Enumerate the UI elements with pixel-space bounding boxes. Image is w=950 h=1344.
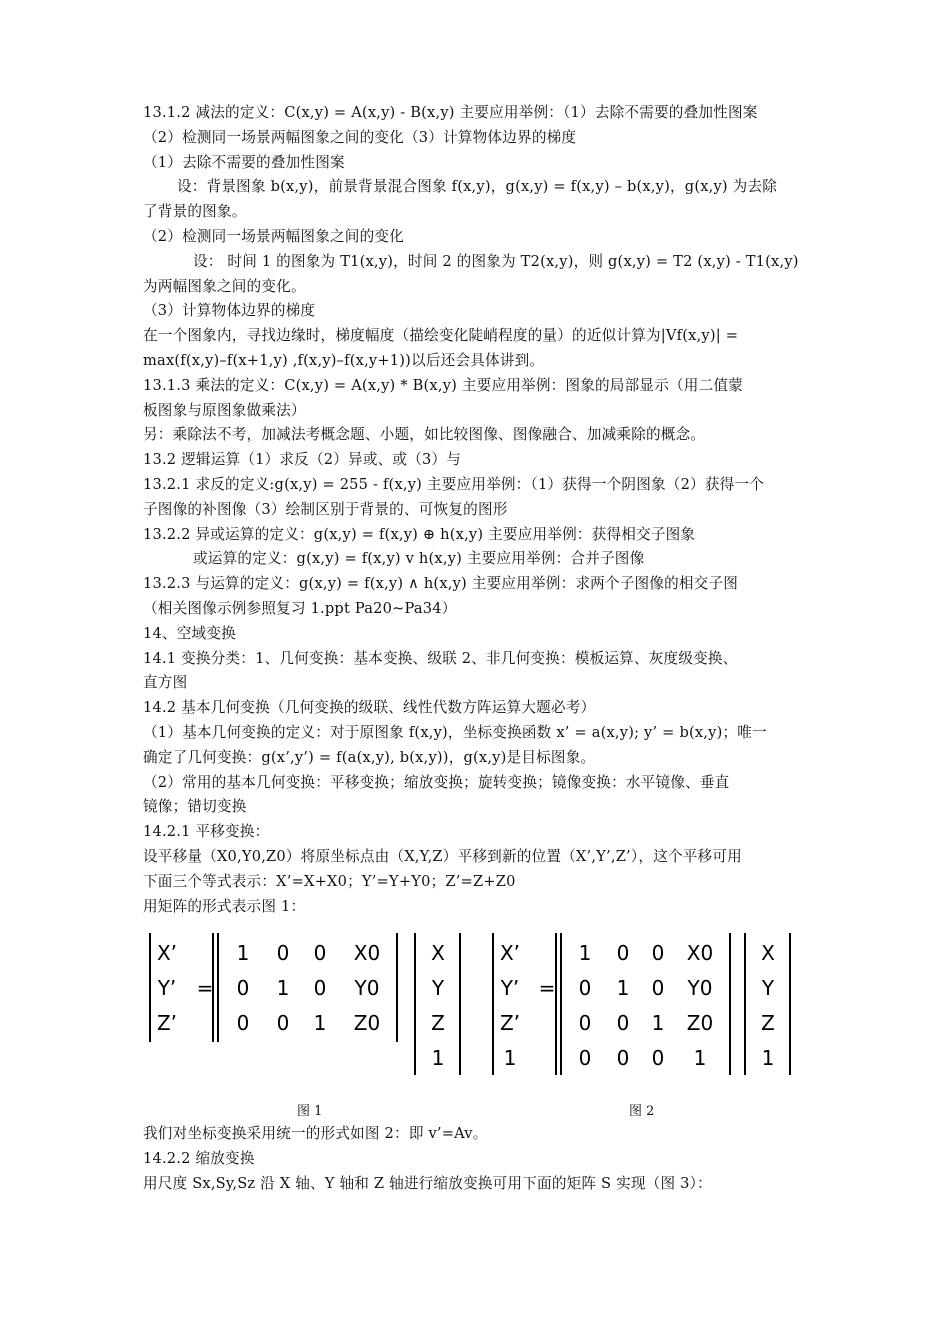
matrix-cell: X0 [686, 941, 714, 965]
matrix-rhs-cell: 1 [761, 1046, 775, 1070]
text-line: 子图像的补图像（3）绘制区别于背景的、可恢复的图形 [143, 500, 508, 518]
matrix-equals: = [538, 976, 556, 1000]
text-line: 为两幅图象之间的变化。 [143, 277, 306, 295]
matrix-cell: 1 [651, 1011, 665, 1035]
matrix-equals: = [196, 976, 214, 1000]
text-line: 用尺度 Sx,Sy,Sz 沿 X 轴、Y 轴和 Z 轴进行缩放变换可用下面的矩阵 S 实现（图 3）： [143, 1174, 712, 1192]
matrix-cell: 1 [578, 941, 592, 965]
text-line: 在一个图象内，寻找边缘时，梯度幅度（描绘变化陡峭程度的量）的近似计算为|Vf(x,y)| = [143, 327, 739, 345]
matrix-lhs-cell: 1 [503, 1046, 517, 1070]
text-line: 设：背景图象 b(x,y)，前景背景混合图象 f(x,y)，g(x,y) = f(x,y) – b(x,y)，g(x,y) 为去除 [177, 178, 778, 196]
text-line: （1）基本几何变换的定义：对于原图象 f(x,y)，坐标变换函数 x’ = a(x,y); y’ = b(x,y)；唯一 [143, 723, 767, 741]
matrix-cell: Y0 [687, 976, 713, 1000]
text-line: 下面三个等式表示：X’=X+X0；Y’=Y+Y0；Z’=Z+Z0 [143, 872, 516, 890]
text-line: 14.2.1 平移变换： [143, 823, 270, 841]
matrix-cell: 0 [651, 976, 665, 1000]
text-line: （相关图像示例参照复习 1.ppt Pa20~Pa34） [143, 599, 457, 617]
matrix-cell: 1 [693, 1046, 707, 1070]
matrix-cell: Z0 [686, 1011, 714, 1035]
matrix-cell: 0 [578, 1046, 592, 1070]
matrix-lhs-cell: Y’ [157, 976, 177, 1000]
matrix-cell: 0 [578, 1011, 592, 1035]
matrix-rhs-cell: X [431, 941, 445, 965]
text-line: 了背景的图象。 [143, 203, 247, 221]
matrix-cell: 0 [651, 941, 665, 965]
matrix-cell: Y0 [354, 976, 380, 1000]
text-line: 14.1 变换分类：1、几何变换：基本变换、级联 2、非几何变换：模板运算、灰度级变换、 [143, 649, 738, 667]
matrix-cell: 1 [276, 976, 290, 1000]
text-line: 直方图 [143, 674, 188, 692]
text-line: 用矩阵的形式表示图 1： [143, 897, 306, 915]
matrix-lhs-cell: X’ [156, 941, 178, 965]
matrix-lhs-cell: Y’ [500, 976, 520, 1000]
matrix-rhs-cell: Y [761, 976, 775, 1000]
text-line: （2）检测同一场景两幅图象之间的变化（3）计算物体边界的梯度 [143, 128, 577, 146]
matrix-lhs-cell: X’ [499, 941, 521, 965]
text-line: （1）去除不需要的叠加性图案 [143, 153, 345, 171]
matrix-rhs-cell: Y [431, 976, 445, 1000]
matrix-lhs-cell: Z’ [499, 1011, 521, 1035]
matrix-cell: 0 [313, 976, 327, 1000]
matrix-rhs-cell: Z [761, 1011, 775, 1035]
text-line: 镜像；错切变换 [143, 798, 247, 816]
text-line: 14.2.2 缩放变换 [143, 1149, 255, 1167]
matrix-cell: 0 [276, 1011, 290, 1035]
matrix-cell: Z0 [353, 1011, 381, 1035]
matrix-rhs-cell: X [761, 941, 775, 965]
matrix-cell: 1 [313, 1011, 327, 1035]
matrix-figure-2 [490, 930, 810, 1080]
text-line: （3）计算物体边界的梯度 [143, 302, 316, 320]
text-line: max(f(x,y)–f(x+1,y) ,f(x,y)–f(x,y+1))以后还会具体讲到。 [143, 351, 545, 369]
matrix-cell: 0 [236, 976, 250, 1000]
figure-2-caption: 图 2 [629, 1104, 655, 1119]
matrix-cell: 0 [616, 941, 630, 965]
text-line: 设： 时间 1 的图象为 T1(x,y)，时间 2 的图象为 T2(x,y)，则 g(x,y) = T2 (x,y) - T1(x,y) [193, 252, 799, 270]
matrix-cell: 1 [236, 941, 250, 965]
text-line: （2）常用的基本几何变换：平移变换；缩放变换；旋转变换；镜像变换：水平镜像、垂直 [143, 773, 730, 791]
matrix-cell: 0 [651, 1046, 665, 1070]
matrix-cell: 0 [616, 1046, 630, 1070]
text-block-top [143, 101, 811, 919]
matrix-cell: 0 [616, 1011, 630, 1035]
matrix-cell: 0 [276, 941, 290, 965]
text-line: 确定了几何变换：g(x’,y’) = f(a(x,y), b(x,y))，g(x,y)是目标图象。 [143, 748, 596, 766]
matrix-cell: 0 [236, 1011, 250, 1035]
text-line: 14.2 基本几何变换（几何变换的级联、线性代数方阵运算大题必考） [143, 699, 596, 717]
figure-1-caption: 图 1 [297, 1104, 323, 1119]
text-line: 板图象与原图象做乘法） [143, 401, 306, 419]
text-line: （2）检测同一场景两幅图象之间的变化 [143, 227, 404, 245]
text-block-bottom [143, 1122, 811, 1196]
text-line: 我们对坐标变换采用统一的形式如图 2：即 v’=Av。 [143, 1125, 488, 1142]
text-line: 14、空域变换 [143, 624, 236, 642]
matrix-cell: 0 [578, 976, 592, 1000]
matrix-lhs-cell: Z’ [156, 1011, 178, 1035]
text-line: 另：乘除法不考，加减法考概念题、小题，如比较图像、图像融合、加减乘除的概念。 [143, 426, 706, 444]
matrix-cell: X0 [353, 941, 381, 965]
text-line: 13.1.3 乘法的定义：C(x,y) = A(x,y) * B(x,y) 主要应用举例：图象的局部显示（用二值蒙 [143, 376, 743, 394]
text-line: 13.2.3 与运算的定义：g(x,y) = f(x,y) ∧ h(x,y) 主要应用举例：求两个子图像的相交子图 [143, 575, 739, 593]
text-line: 13.2 逻辑运算（1）求反（2）异或、或（3）与 [143, 451, 462, 469]
matrix-figure-1 [145, 930, 465, 1080]
text-line: 或运算的定义：g(x,y) = f(x,y) v h(x,y) 主要应用举例：合并子图像 [193, 550, 645, 568]
text-line: 13.2.2 异或运算的定义：g(x,y) = f(x,y) ⊕ h(x,y) 主要应用举例：获得相交子图象 [143, 525, 696, 543]
matrix-cell: 1 [616, 976, 630, 1000]
text-line: 13.2.1 求反的定义:g(x,y) = 255 - f(x,y) 主要应用举例：（1）获得一个阴图象（2）获得一个 [143, 475, 765, 493]
matrix-rhs-cell: Z [431, 1011, 445, 1035]
text-line: 设平移量（X0,Y0,Z0）将原坐标点由（X,Y,Z）平移到新的位置（X’,Y’,Z’），这个平移可用 [143, 847, 742, 865]
matrix-rhs-cell: 1 [431, 1046, 445, 1070]
matrix-cell: 0 [313, 941, 327, 965]
text-line: 13.1.2 减法的定义：C(x,y) = A(x,y) - B(x,y) 主要应用举例：（1）去除不需要的叠加性图案 [143, 104, 758, 121]
